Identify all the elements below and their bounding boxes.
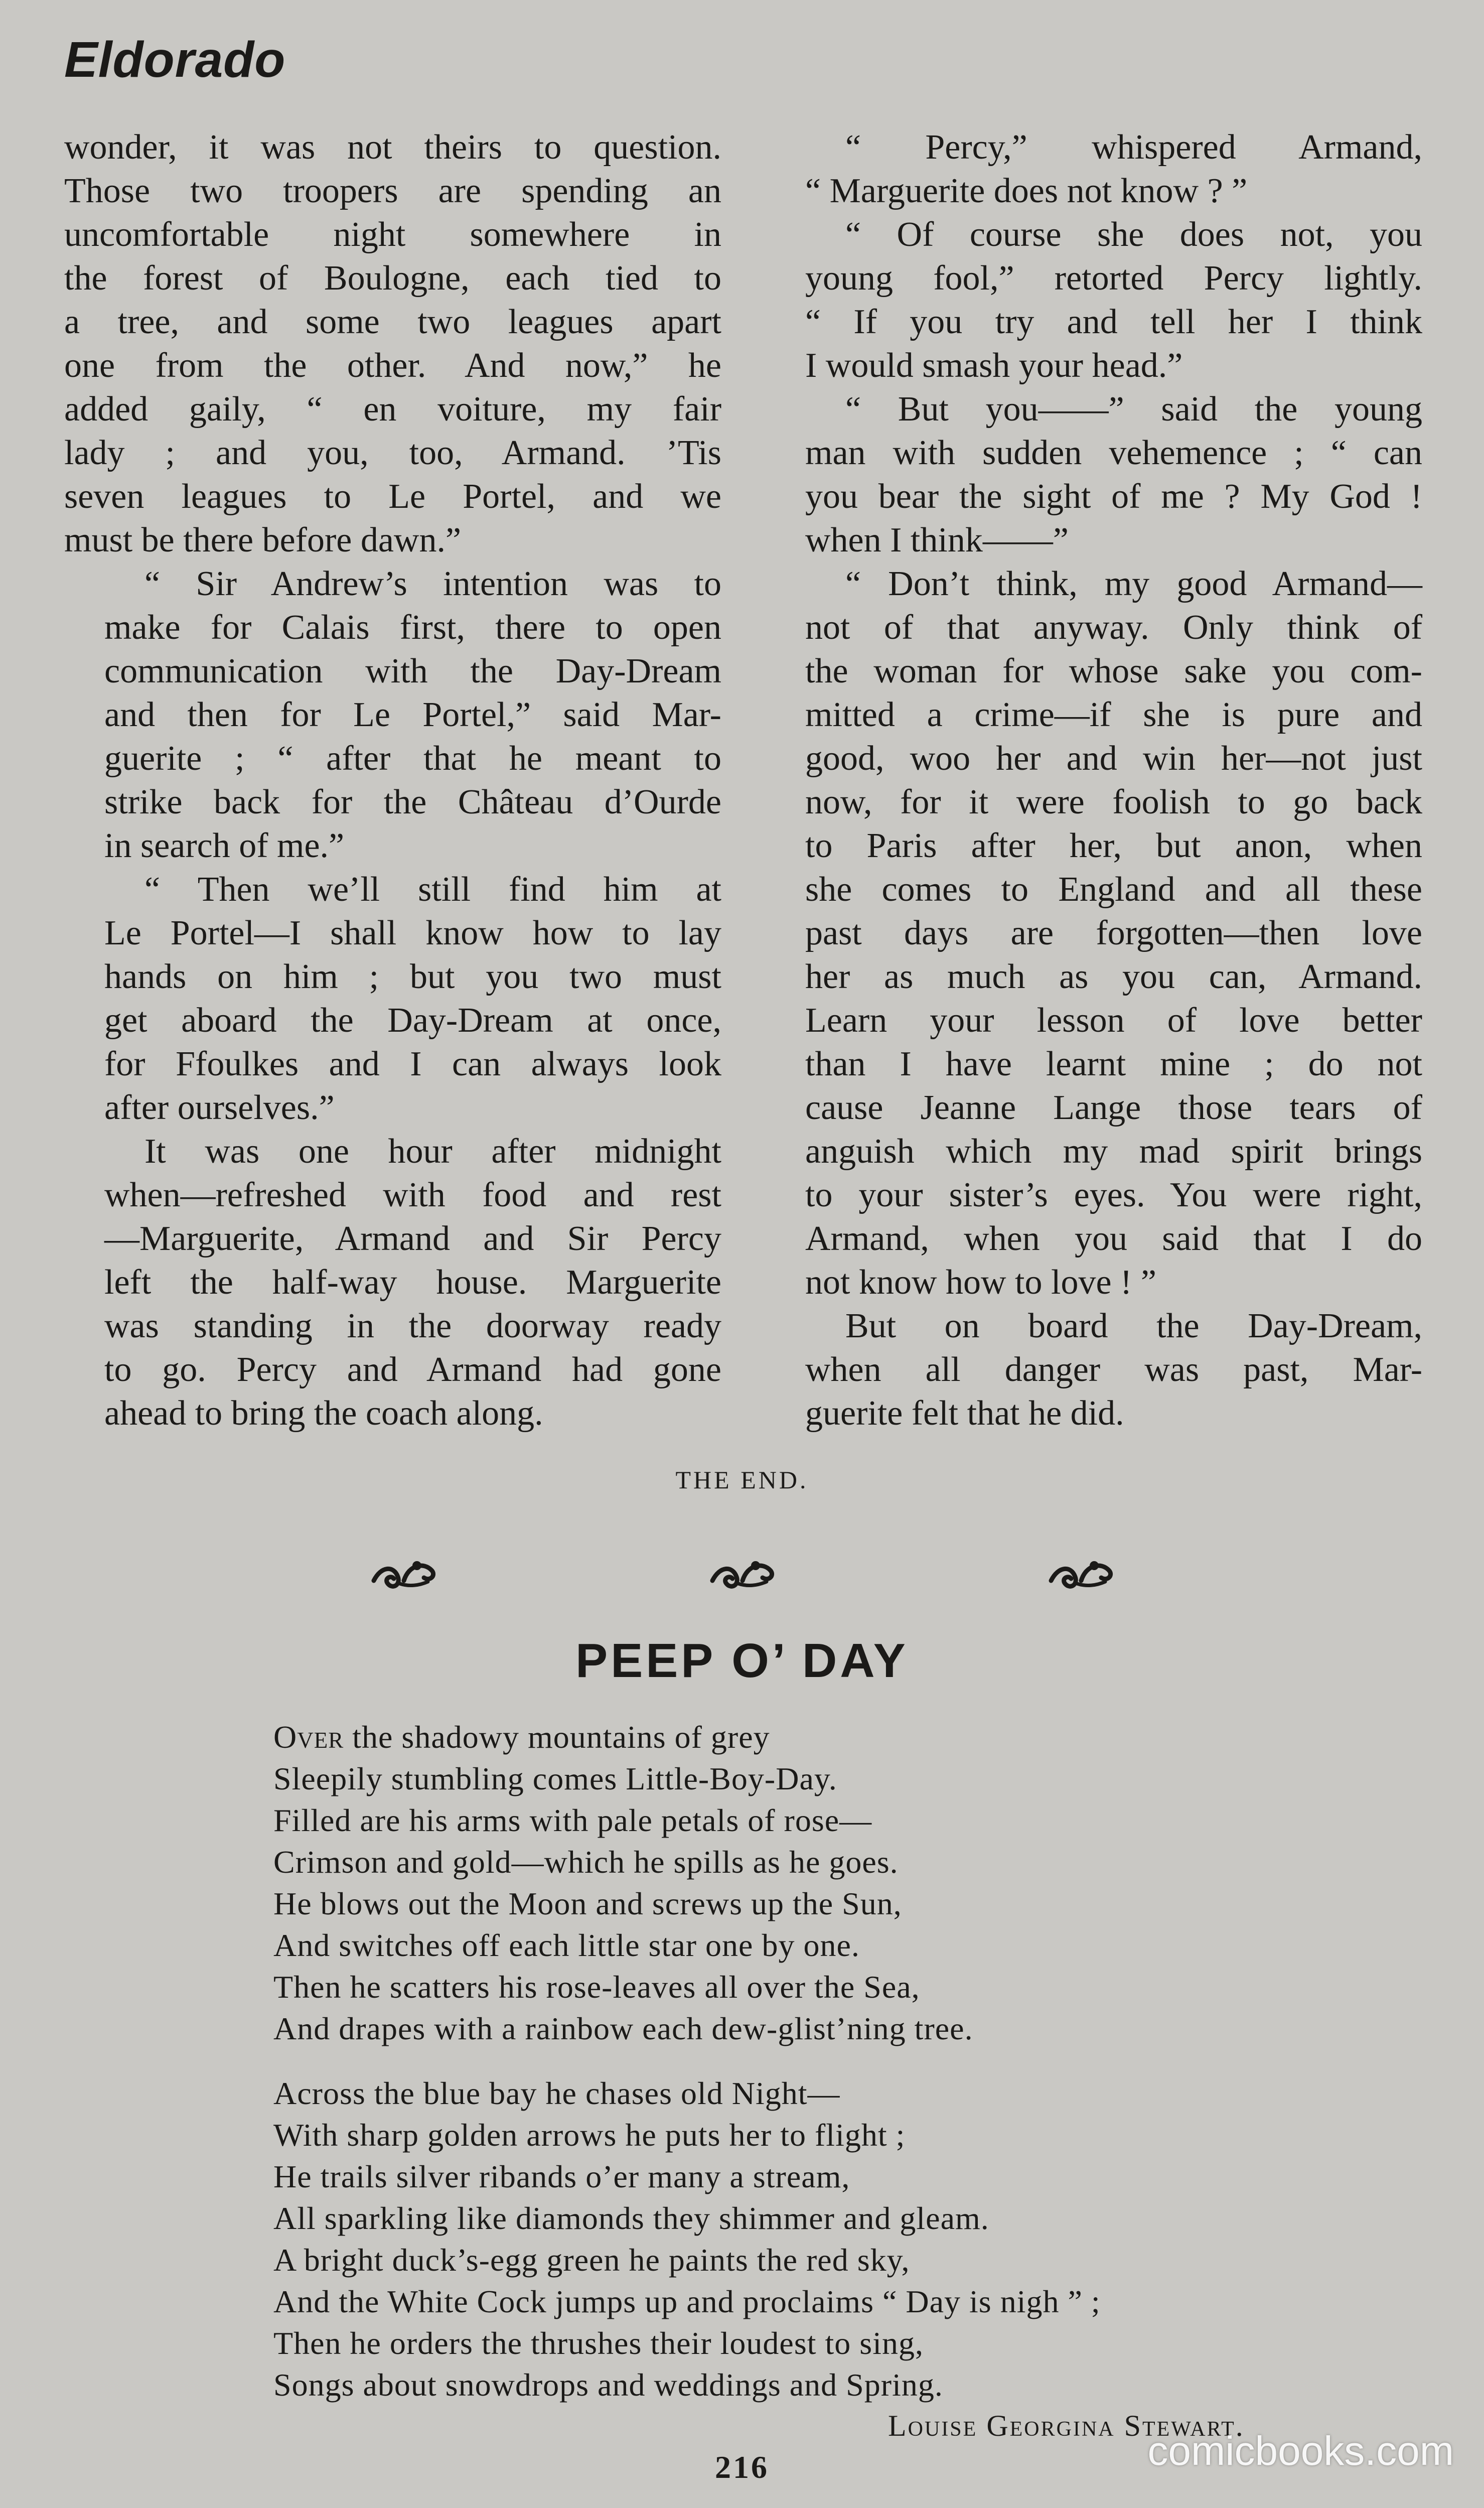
text-line: you bear the sight of me ? My God !	[805, 477, 1422, 516]
text-line: one from the other. And now,” he	[64, 346, 721, 385]
text-line: mitted a crime—if she is pure and	[805, 695, 1422, 734]
poem-first-word: Over	[273, 1719, 344, 1755]
text-line: good, woo her and win her—not just	[805, 739, 1422, 778]
text-line: when—refreshed with food and rest	[104, 1176, 721, 1214]
text-line: “ Then we’ll still find him at	[144, 870, 721, 909]
poem-line: Then he orders the thrushes their loudest to sing,	[273, 2325, 924, 2361]
text-line: than I have learnt mine ; do not	[805, 1045, 1422, 1083]
text-line: young fool,” retorted Percy lightly.	[805, 259, 1422, 298]
text-line: Armand, when you said that I do	[805, 1219, 1422, 1258]
story-paragraph	[765, 213, 1422, 387]
poem-line: Crimson and gold—which he spills as he goes.	[273, 1844, 899, 1880]
ornament-divider	[0, 1551, 1484, 1606]
poem-line: Filled are his arms with pale petals of rose—	[273, 1802, 872, 1838]
text-line: was standing in the doorway ready	[104, 1307, 721, 1345]
poem-line: Then he scatters his rose-leaves all over the Sea,	[273, 1969, 920, 2005]
text-line: lady ; and you, too, Armand. ’Tis	[64, 434, 721, 472]
text-line: It was one hour after midnight	[144, 1132, 721, 1171]
poem-line: He blows out the Moon and screws up the Sun,	[273, 1886, 902, 1921]
story-right-column	[765, 125, 1422, 1435]
text-line: anguish which my mad spirit brings	[805, 1132, 1422, 1171]
text-line: “ Sir Andrew’s intention was to	[144, 565, 721, 603]
poem-line: And the White Cock jumps up and proclaims “ Day is nigh ” ;	[273, 2284, 1101, 2319]
fleuron-ornament-icon	[1046, 1551, 1116, 1596]
text-line: communication with the Day-Dream	[104, 652, 721, 690]
fleuron-ornament-icon	[369, 1551, 439, 1596]
text-line: guerite ; “ after that he meant to	[104, 739, 721, 778]
story-left-column	[64, 125, 721, 1435]
text-line: a tree, and some two leagues apart	[64, 303, 721, 341]
story-paragraph	[64, 562, 721, 868]
watermark: comicbooks.com	[1147, 2428, 1454, 2474]
text-line: left the half-way house. Marguerite	[104, 1263, 721, 1302]
text-line: ahead to bring the coach along.	[104, 1394, 543, 1433]
story-paragraph	[64, 868, 721, 1130]
story-paragraph	[765, 1304, 1422, 1435]
text-line: make for Calais first, there to open	[104, 608, 721, 647]
text-line: to your sister’s eyes. You were right,	[805, 1176, 1422, 1214]
text-line: “ If you try and tell her I think	[805, 303, 1422, 341]
text-line: “ Percy,” whispered Armand,	[845, 128, 1422, 167]
magazine-title: Eldorado	[64, 32, 286, 88]
text-line: the woman for whose sake you com-	[805, 652, 1422, 690]
text-line: for Ffoulkes and I can always look	[104, 1045, 721, 1083]
story-paragraph	[64, 125, 721, 562]
story-paragraph	[765, 125, 1422, 213]
poem-line: A bright duck’s-egg green he paints the red sky,	[273, 2242, 910, 2278]
text-line: seven leagues to Le Portel, and we	[64, 477, 721, 516]
text-line: strike back for the Château d’Ourde	[104, 783, 721, 821]
text-line: “ Marguerite does not know ? ”	[805, 172, 1248, 210]
text-line: and then for Le Portel,” said Mar-	[104, 695, 721, 734]
poem-author: Louise Georgina Stewart.	[888, 2409, 1245, 2442]
poem-line: Songs about snowdrops and weddings and Spring.	[273, 2367, 943, 2403]
text-line: —Marguerite, Armand and Sir Percy	[104, 1219, 721, 1258]
text-line: not of that anyway. Only think of	[805, 608, 1422, 647]
story-paragraph	[765, 387, 1422, 562]
text-line: hands on him ; but you two must	[104, 957, 721, 996]
text-line: wonder, it was not theirs to question.	[64, 128, 721, 167]
text-line: Le Portel—I shall know how to lay	[104, 914, 721, 952]
text-line: cause Jeanne Lange those tears of	[805, 1088, 1422, 1127]
text-line: “ Don’t think, my good Armand—	[845, 565, 1422, 603]
poem-stanza	[273, 1716, 1427, 2049]
fleuron-ornament-icon	[707, 1551, 778, 1596]
text-line: man with sudden vehemence ; “ can	[805, 434, 1422, 472]
text-line: to go. Percy and Armand had gone	[104, 1350, 721, 1389]
poem-line: And switches off each little star one by one.	[273, 1927, 860, 1963]
poem-line: Sleepily stumbling comes Little-Boy-Day.	[273, 1761, 837, 1796]
story-paragraph	[765, 562, 1422, 1304]
text-line: Learn your lesson of love better	[805, 1001, 1422, 1040]
poem-line	[273, 1716, 1427, 1758]
poem-line-text: the shadowy mountains of grey	[344, 1719, 770, 1755]
text-line: when I think——”	[805, 521, 1069, 560]
text-line: when all danger was past, Mar-	[805, 1350, 1422, 1389]
text-line: in search of me.”	[104, 826, 345, 865]
text-line: Those two troopers are spending an	[64, 172, 721, 210]
text-line: But on board the Day-Dream,	[845, 1307, 1422, 1345]
text-line: “ Of course she does not, you	[845, 215, 1422, 254]
poem-title: PEEP O’ DAY	[575, 1634, 909, 1688]
poem-stanza	[273, 2072, 1427, 2406]
text-line: to Paris after her, but anon, when	[805, 826, 1422, 865]
text-line: must be there before dawn.”	[64, 521, 462, 560]
text-line: the forest of Boulogne, each tied to	[64, 259, 721, 298]
page-number: 216	[715, 2449, 769, 2485]
poem-line: All sparkling like diamonds they shimmer and gleam.	[273, 2200, 989, 2236]
text-line: after ourselves.”	[104, 1088, 335, 1127]
text-line: get aboard the Day-Dream at once,	[104, 1001, 721, 1040]
poem-line: He trails silver ribands o’er many a stream,	[273, 2159, 850, 2194]
poem-line: And drapes with a rainbow each dew-glist’ning tree.	[273, 2011, 973, 2046]
text-line: “ But you——” said the young	[845, 390, 1422, 429]
text-line: I would smash your head.”	[805, 346, 1183, 385]
text-line: past days are forgotten—then love	[805, 914, 1422, 952]
poem-line: Across the blue bay he chases old Night—	[273, 2075, 840, 2111]
text-line: now, for it were foolish to go back	[805, 783, 1422, 821]
text-line: she comes to England and all these	[805, 870, 1422, 909]
text-line: her as much as you can, Armand.	[805, 957, 1422, 996]
story-paragraph	[64, 1130, 721, 1435]
the-end-note: THE END.	[675, 1466, 809, 1494]
poem-line: With sharp golden arrows he puts her to flight ;	[273, 2117, 906, 2153]
text-line: not know how to love ! ”	[805, 1263, 1156, 1302]
text-line: added gaily, “ en voiture, my fair	[64, 390, 721, 429]
text-line: guerite felt that he did.	[805, 1394, 1124, 1433]
text-line: uncomfortable night somewhere in	[64, 215, 721, 254]
